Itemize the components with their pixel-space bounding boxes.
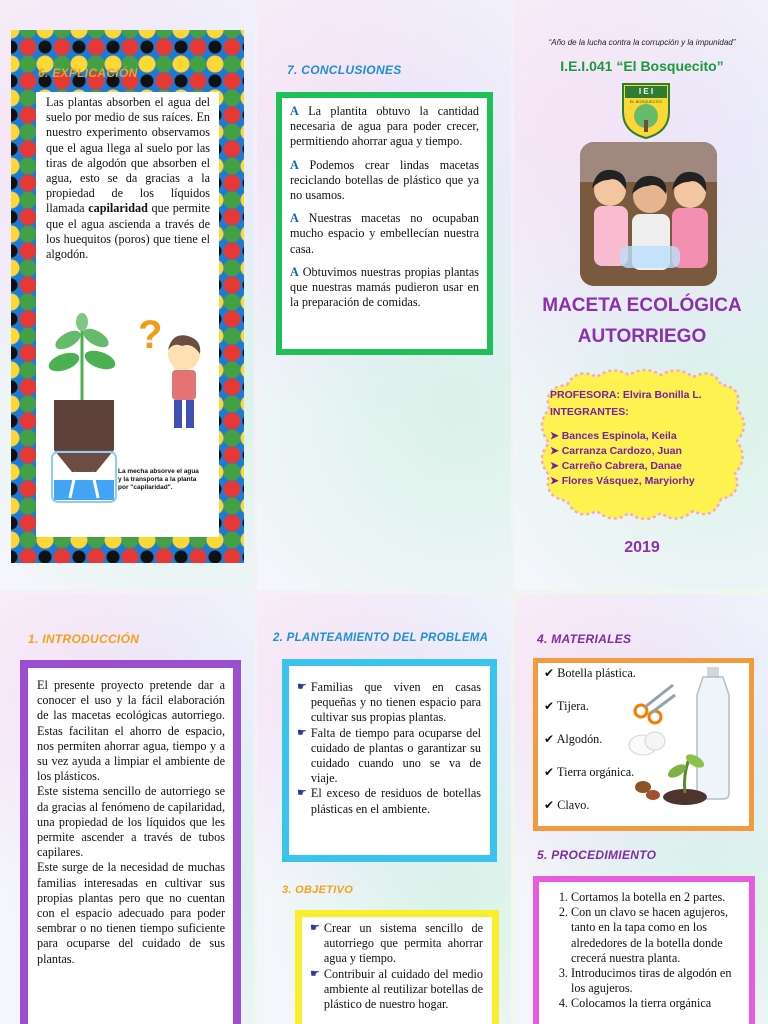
introduccion-paragraph: Este surge de la necesidad de muchas familias interesadas en cultivar sus propias plantas pero que no cuentan con el espacio adecuado para poder sembrar o no tienen tiempo suficiente para ocuparse del cuidado de sus plantas. xyxy=(37,860,225,966)
problema-item xyxy=(297,726,481,787)
problema-item-text: Falta de tiempo para ocuparse del cuidado de plantas o garantizar su cuidado cuando uno se va de viaje. xyxy=(310,725,481,786)
member-name: Carranza Cardozo, Juan xyxy=(561,445,682,457)
problema-box xyxy=(282,659,497,862)
material-text: Algodón. xyxy=(556,732,603,746)
objetivo-item xyxy=(310,921,483,967)
materiales-box xyxy=(533,658,754,831)
pointing-hand-icon: ☛ xyxy=(297,787,307,800)
conclusiones-box xyxy=(276,92,493,355)
conclusion-item xyxy=(290,265,479,311)
objetivo-box xyxy=(295,910,499,1024)
member-item xyxy=(550,475,740,487)
procedure-step: 3. Introducimos tiras de algodón en los agujeros. xyxy=(571,966,742,996)
explicacion-heading: 6. EXPLICACIÓN xyxy=(38,66,138,80)
bottle-icon xyxy=(697,667,729,799)
objetivo-item xyxy=(310,967,483,1013)
arrow-bullet-icon: ➤ xyxy=(550,460,562,472)
procedimiento-box xyxy=(533,876,755,1024)
conclusion-marker: A xyxy=(290,264,299,279)
procedure-step: 4. Colocamos la tierra orgánica xyxy=(571,996,742,1011)
materials-illustration xyxy=(623,665,743,805)
procedimiento-heading: 5. PROCEDIMIENTO xyxy=(537,848,657,862)
conclusion-marker: A xyxy=(290,104,299,118)
conclusion-text: Nuestras macetas no ocupaban mucho espacio y embellecían nuestra casa. xyxy=(290,211,480,256)
explicacion-text-bold: capilaridad xyxy=(88,201,148,216)
seed-icon xyxy=(635,781,660,800)
members-block xyxy=(550,389,740,487)
conclusion-text: Obtuvimos nuestras propias plantas que nuestras mamás pudieron usar en la preparación de comidas. xyxy=(290,264,479,310)
check-icon: ✔ xyxy=(544,666,558,680)
material-text: Clavo. xyxy=(557,798,590,812)
member-name: Bances Espinola, Keila xyxy=(561,430,677,442)
conclusion-text: Podemos crear lindas macetas reciclando botellas de plástico que ya no usamos. xyxy=(290,157,479,203)
conclusion-item xyxy=(290,211,479,257)
procedure-step: 1. Cortamos la botella en 2 partes. xyxy=(571,890,742,905)
plant-icon xyxy=(46,313,118,402)
cover-motto: “Año de la lucha contra la corrupción y la impunidad” xyxy=(548,38,736,47)
check-icon: ✔ xyxy=(544,765,558,779)
scissors-icon xyxy=(635,685,675,723)
problema-item-text: Familias que viven en casas pequeñas y no tienen espacio para cultivar sus propias plantas. xyxy=(310,680,481,725)
arrow-bullet-icon: ➤ xyxy=(550,475,562,487)
explicacion-figure-caption: La mecha absorve el agua y la transporta a la planta por "capilaridad". xyxy=(118,468,199,491)
objetivo-item-text: Crear un sistema sencillo de autorriego que permita ahorrar agua y tiempo. xyxy=(323,921,483,966)
material-text: Tijera. xyxy=(557,699,589,713)
member-item xyxy=(550,445,740,457)
explicacion-text-end: que permite que el agua ascienda a través de los huequitos (poros) que tiene el algodón. xyxy=(46,201,210,262)
cover-year: 2019 xyxy=(624,539,660,556)
bottle-planter-icon xyxy=(52,400,116,502)
introduccion-paragraph: Este sistema sencillo de autorriego se da gracias al fenómeno de capilaridad, una propiedad de los líquidos que les permite ascender a través de tubos capilares. xyxy=(37,784,225,860)
pointing-hand-icon: ☛ xyxy=(297,681,307,693)
crest-letters: I E I xyxy=(638,87,654,96)
cover-title-line2: AUTORRIEGO xyxy=(577,326,707,347)
member-item xyxy=(550,460,740,472)
conclusion-item xyxy=(290,158,479,204)
child-thinking-icon xyxy=(168,335,200,428)
check-icon: ✔ xyxy=(544,699,558,713)
introduccion-paragraph: El presente proyecto pretende dar a conocer el uso y la fácil elaboración de las macetas ecológicas autorriego. Estas facilitan el ahorro de espacio, nos permiten ahorrar agua, tiempo y a su vez ayuda a limpiar el ambiente de los plásticos. xyxy=(37,678,225,784)
introduccion-box xyxy=(20,660,241,1024)
cotton-icon xyxy=(629,732,665,755)
conclusion-marker: A xyxy=(290,157,299,172)
conclusion-item xyxy=(290,104,479,150)
explicacion-figure xyxy=(42,312,210,518)
procedure-step: 2. Con un clavo se hacen agujeros, tanto en la tapa como en los alrededores de la botella donde crecerá nuestra planta. xyxy=(571,905,742,966)
integrantes-label: INTEGRANTES: xyxy=(550,406,629,418)
conclusiones-heading: 7. CONCLUSIONES xyxy=(287,63,402,77)
pointing-hand-icon: ☛ xyxy=(310,967,320,980)
objetivo-heading: 3. OBJETIVO xyxy=(282,884,354,896)
member-name: Carreño Cabrera, Danae xyxy=(561,460,682,472)
question-mark-icon xyxy=(138,313,162,357)
material-text: Tierra orgánica. xyxy=(557,765,635,779)
conclusion-marker: A xyxy=(290,211,299,226)
crest-subtitle: EL BOSQUECITO xyxy=(629,99,663,104)
problema-item-text: El exceso de residuos de botellas plásticas en el ambiente. xyxy=(310,786,481,816)
procedimiento-list xyxy=(545,890,742,1012)
children-photo xyxy=(580,142,717,286)
school-name: I.E.I.041 “El Bosquecito” xyxy=(560,58,724,74)
explicacion-text-start: Las plantas absorben el agua del suelo por medio de sus raíces. En nuestro experimento observamos que el agua llega al suelo por las tiras de algodón que absorben el agua, esto se da gracias a la propiedad de los líquidos llamada xyxy=(46,95,210,216)
problema-item xyxy=(297,786,481,816)
svg-text:?: ? xyxy=(138,313,163,357)
arrow-bullet-icon: ➤ xyxy=(550,430,562,442)
conclusion-text: La plantita obtuvo la cantidad necesaria de agua para poder crecer, permitiendo ahorrar agua y tiempo. xyxy=(290,104,479,149)
check-icon: ✔ xyxy=(544,732,557,746)
material-text: Botella plástica. xyxy=(557,666,636,680)
pointing-hand-icon: ☛ xyxy=(310,922,320,934)
arrow-bullet-icon: ➤ xyxy=(550,445,562,457)
materiales-heading: 4. MATERIALES xyxy=(537,632,632,646)
problema-heading: 2. PLANTEAMIENTO DEL PROBLEMA xyxy=(273,632,489,644)
cover-title-line1: MACETA ECOLÓGICA xyxy=(542,295,742,316)
member-item xyxy=(550,430,740,442)
profesora-line: PROFESORA: Elvira Bonilla L. xyxy=(550,389,702,401)
member-name: Flores Vásquez, Maryiorhy xyxy=(561,475,695,487)
problema-item xyxy=(297,680,481,726)
school-crest xyxy=(621,82,671,140)
explicacion-text xyxy=(46,95,210,262)
check-icon: ✔ xyxy=(544,798,558,812)
objetivo-item-text: Contribuir al cuidado del medio ambiente al reutilizar botellas de plástico de nuestro hogar. xyxy=(323,966,483,1012)
pointing-hand-icon: ☛ xyxy=(297,726,307,739)
introduccion-heading: 1. INTRODUCCIÓN xyxy=(28,632,140,646)
